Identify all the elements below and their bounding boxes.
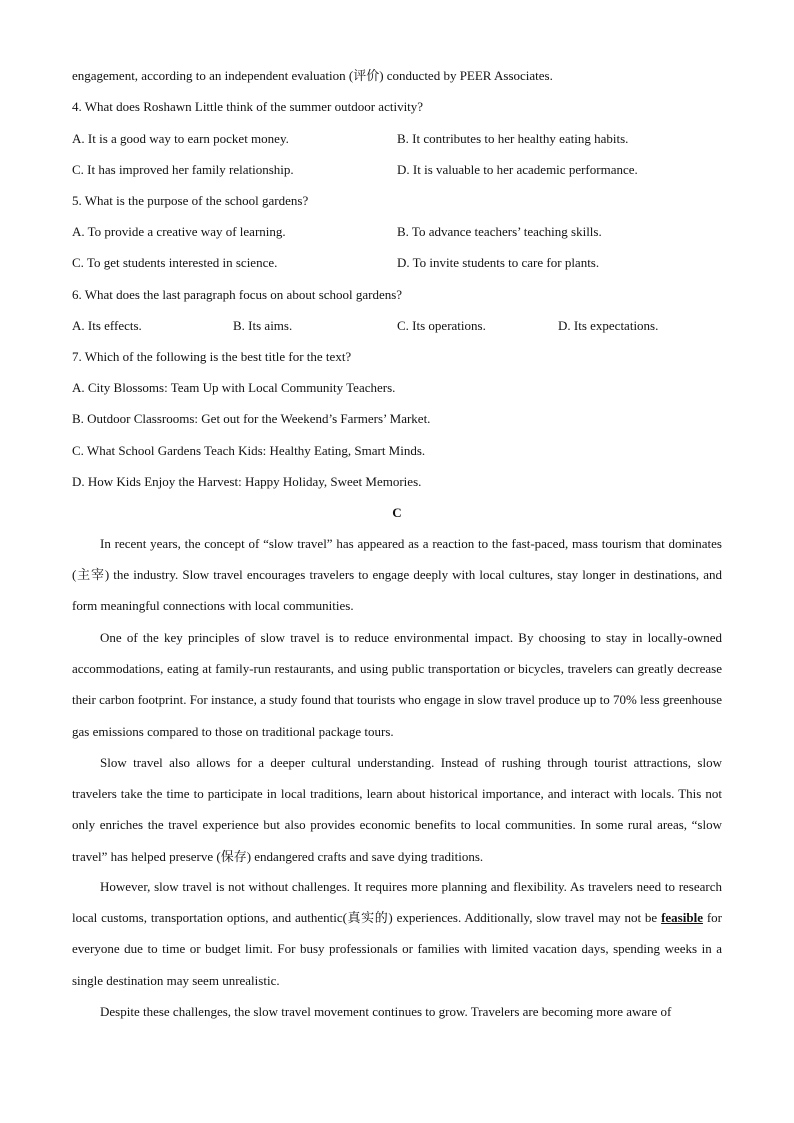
question-7-option-c[interactable]: C. What School Gardens Teach Kids: Healthy Eating, Smart Minds. bbox=[72, 443, 426, 458]
question-7-option-a[interactable]: A. City Blossoms: Team Up with Local Community Teachers. bbox=[72, 380, 396, 395]
question-4-option-c[interactable]: C. It has improved her family relationship. bbox=[72, 162, 294, 177]
passage-paragraph-4 bbox=[72, 871, 722, 996]
question-4-option-b[interactable]: B. It contributes to her healthy eating habits. bbox=[397, 131, 629, 146]
question-7-option-b[interactable]: B. Outdoor Classrooms: Get out for the Weekend’s Farmers’ Market. bbox=[72, 411, 431, 426]
passage-paragraph-2: One of the key principles of slow travel is to reduce environmental impact. By choosing to stay in locally-owned accommodations, eating at family-run restaurants, and using public transportation or bicycles, travelers can greatly decrease their carbon footprint. For instance, a study found that tourists who engage in slow travel produce up to 70% less greenhouse gas emissions compared to those on traditional package tours. bbox=[72, 630, 722, 739]
question-6-stem: 6. What does the last paragraph focus on about school gardens? bbox=[72, 287, 403, 302]
question-4-stem: 4. What does Roshawn Little think of the summer outdoor activity? bbox=[72, 99, 424, 114]
passage-paragraph-5: Despite these challenges, the slow travel movement continues to grow. Travelers are becoming more aware of bbox=[100, 1004, 672, 1019]
question-5-option-a[interactable]: A. To provide a creative way of learning. bbox=[72, 224, 286, 239]
underlined-keyword: feasible bbox=[661, 910, 703, 926]
question-7-stem: 7. Which of the following is the best title for the text? bbox=[72, 349, 352, 364]
passage-paragraph-3: Slow travel also allows for a deeper cultural understanding. Instead of rushing through tourist attractions, slow travelers take the time to participate in local traditions, learn about historical importance, and interact with locals. This not only enriches the travel experience but also provides economic benefits to local communities. In some rural areas, “slow travel” has helped preserve (保存) endangered crafts and save dying traditions. bbox=[72, 755, 722, 864]
question-6-option-c[interactable]: C. Its operations. bbox=[397, 318, 486, 333]
section-heading: C bbox=[392, 505, 402, 520]
question-6-option-b[interactable]: B. Its aims. bbox=[233, 318, 293, 333]
question-5-option-b[interactable]: B. To advance teachers’ teaching skills. bbox=[397, 224, 602, 239]
passage-continuation-line: engagement, according to an independent evaluation (评价) conducted by PEER Associates. bbox=[72, 68, 553, 83]
question-5-stem: 5. What is the purpose of the school gardens? bbox=[72, 193, 309, 208]
passage-paragraph-1: In recent years, the concept of “slow travel” has appeared as a reaction to the fast-paced, mass tourism that dominates (主宰) the industry. Slow travel encourages travelers to engage deeply with local cultures, stay longer in destinations, and form meaningful connections with local communities. bbox=[72, 536, 722, 614]
question-5-option-d[interactable]: D. To invite students to care for plants. bbox=[397, 255, 600, 270]
paragraph-4-text-after: for everyone due to time or budget limit. For busy professionals or families with limited vacation days, spending weeks in a single destination may seem unrealistic. bbox=[72, 910, 722, 988]
question-6-option-a[interactable]: A. Its effects. bbox=[72, 318, 142, 333]
question-5-option-c[interactable]: C. To get students interested in science. bbox=[72, 255, 278, 270]
question-4-option-d[interactable]: D. It is valuable to her academic performance. bbox=[397, 162, 638, 177]
question-4-option-a[interactable]: A. It is a good way to earn pocket money. bbox=[72, 131, 289, 146]
question-7-option-d[interactable]: D. How Kids Enjoy the Harvest: Happy Holiday, Sweet Memories. bbox=[72, 474, 422, 489]
paragraph-4-text-before: However, slow travel is not without challenges. It requires more planning and flexibility. As travelers need to research local customs, transportation options, and authentic(真实的) experiences. Additionally, slow travel may not be bbox=[72, 879, 722, 926]
question-6-option-d[interactable]: D. Its expectations. bbox=[558, 318, 659, 333]
